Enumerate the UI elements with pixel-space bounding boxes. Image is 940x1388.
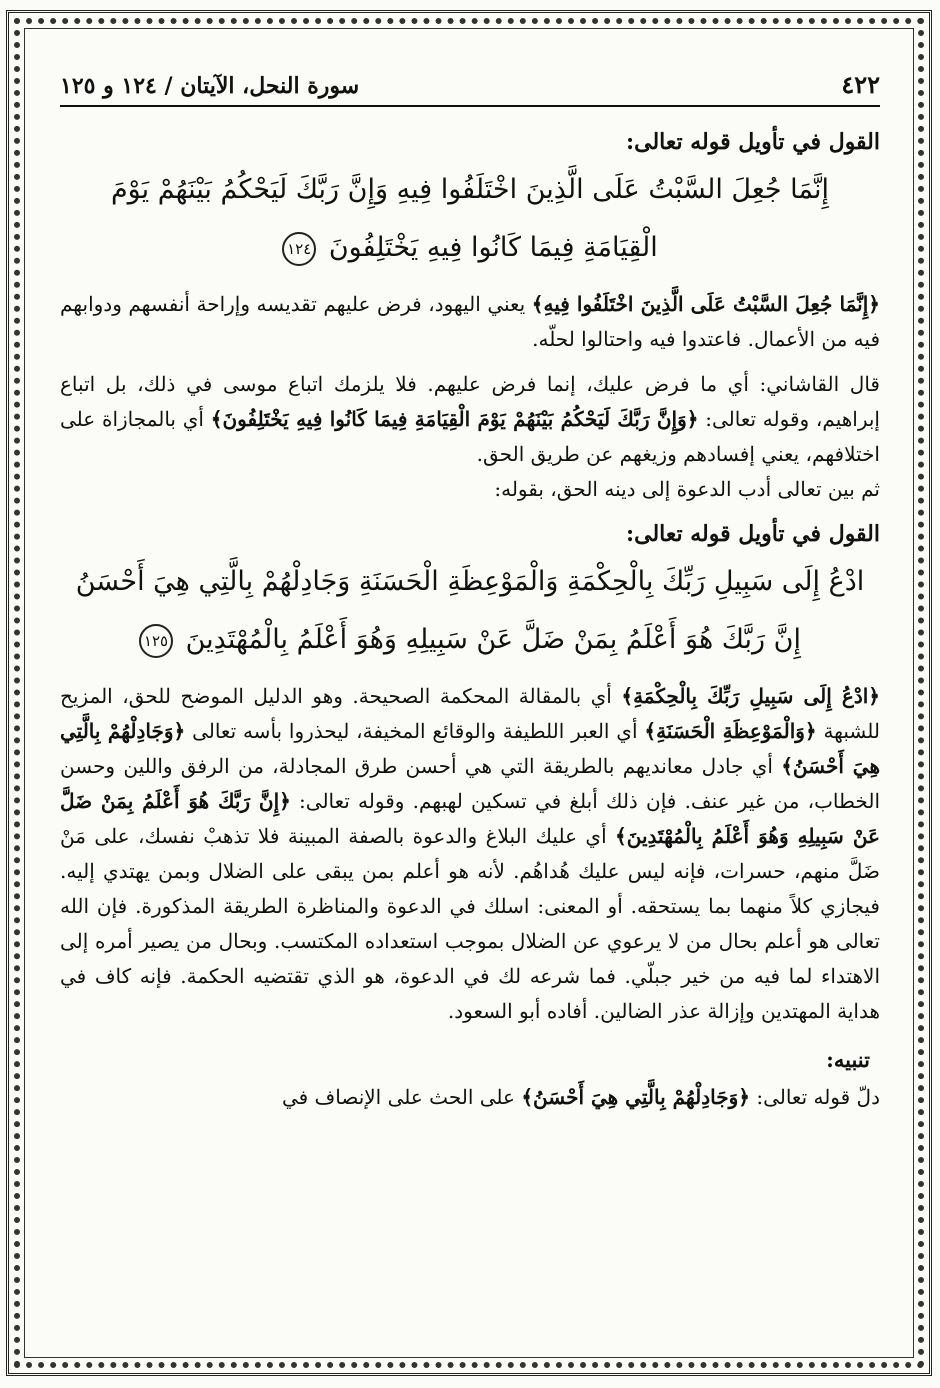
text-4: أي بالمقالة المحكمة الصحيحة. وهو الدليل الموضح للحق، المزيح للشبهة: [60, 684, 880, 743]
page-number: ٤٢٢: [841, 70, 880, 99]
text-7: أي عليك البلاغ والدعوة بالصفة المبينة فلا تذهبْ نفسك، على مَنْ ضَلَّ منهم، حسرات، فإنه ليس عليك هُداهُم. لأنه هو أعلم بمن يبقى على الضلال وبمن يهتدي إليه. فيجازي كلاً منهما بما يستحقه. أو المعنى: اسلك في الدعوة والمناظرة الطريقة المذكورة. فإن الله تعالى هو أعلم بحال من لا يرعوي عن الضلال بموجب استعداده المكتسب. وبحال من يصير أمره إلى الاهتداء لما فيه من خير جبلّي. فما شرعه لك في الدعوة، هو الذي تقتضيه الحكمة. فإنه كاف في هداية المهتدين وإزالة عذر الضالين. أفاده أبو السعود.: [60, 824, 881, 1023]
section-heading-2: القول في تأويل قوله تعالى:: [626, 521, 880, 547]
verse-125-line1: ادْعُ إِلَى سَبِيلِ رَبِّكَ بِالْحِكْمَةِ وَالْمَوْعِظَةِ الْحَسَنَةِ وَجَادِلْهُمْ بِالَّتِي هِيَ أَحْسَنُ: [75, 566, 865, 597]
note-text-a: دلّ قوله تعالى:: [749, 1085, 880, 1109]
text-5: أي العبر اللطيفة والوقائع المخيفة، ليحذروا بأسه تعالى: [185, 719, 645, 743]
text-2b: أي بالمجازاة على اختلافهم، يعني إفسادهم وزيغهم عن طريق الحق.: [60, 407, 880, 466]
surah-info: سورة النحل، الآيتان / ١٢٤ و ١٢٥: [60, 73, 360, 99]
commentary-paragraph-3: [60, 679, 880, 1029]
verse-124-line2: [60, 219, 880, 277]
commentary-paragraph-1: [60, 287, 880, 357]
verse-124-line2-text: الْقِيَامَةِ فِيمَا كَانُوا فِيهِ يَخْتَلِفُونَ: [328, 232, 658, 263]
verse-125: [60, 553, 880, 669]
quote-4: ﴿وَالْمَوْعِظَةِ الْحَسَنَةِ﴾: [644, 719, 817, 743]
note-text-b: على الحث على الإنصاف في: [281, 1085, 522, 1109]
quote-1: ﴿إِنَّمَا جُعِلَ السَّبْتُ عَلَى الَّذِينَ اخْتَلَفُوا فِيهِ﴾: [531, 292, 880, 316]
section-heading-1: القول في تأويل قوله تعالى:: [626, 129, 880, 155]
quote-3: ﴿ادْعُ إِلَى سَبِيلِ رَبِّكَ بِالْحِكْمَةِ﴾: [621, 684, 880, 708]
text-2a: قال القاشاني: أي ما فرض عليك، إنما فرض عليهم. فلا يلزمك اتباع موسى في ذلك، بل اتباع إبراهيم، وقوله تعالى:: [60, 372, 880, 431]
running-header: [60, 70, 880, 107]
verse-125-line2: [60, 611, 880, 669]
note-paragraph: [60, 1080, 880, 1115]
quote-5: ﴿وَجَادِلْهُمْ بِالَّتِي هِيَ أَحْسَنُ﴾: [60, 719, 880, 778]
quote-6: ﴿إِنَّ رَبَّكَ هُوَ أَعْلَمُ بِمَنْ ضَلَّ عَنْ سَبِيلِهِ وَهُوَ أَعْلَمُ بِالْمُهْتَدِينَ﴾: [60, 789, 880, 848]
quote-2: ﴿وَإِنَّ رَبَّكَ لَيَحْكُمُ بَيْنَهُمْ يَوْمَ الْقِيَامَةِ فِيمَا كَانُوا فِيهِ يَخْتَلِفُونَ﴾: [210, 407, 699, 431]
verse-124-line1: إِنَّمَا جُعِلَ السَّبْتُ عَلَى الَّذِينَ اخْتَلَفُوا فِيهِ وَإِنَّ رَبَّكَ لَيَحْكُمُ بَيْنَهُمْ يَوْمَ: [110, 174, 830, 205]
note-heading: تنبيه:: [826, 1047, 870, 1072]
text-3: ثم بين تعالى أدب الدعوة إلى دينه الحق، بقوله:: [494, 477, 880, 501]
verse-number-125: ١٢٥: [139, 624, 173, 658]
text-1: يعني اليهود، فرض عليهم تقديسه وإراحة أنفسهم ودوابهم فيه من الأعمال. فاعتدوا فيه واحتالوا لحلّه.: [60, 292, 880, 351]
verse-124: [60, 161, 880, 277]
page-content: [60, 70, 880, 1125]
commentary-paragraph-2: [60, 367, 880, 507]
text-6: أي جادل معانديهم بالطريقة التي هي أحسن طرق المجادلة، من الرفق واللين وحسن الخطاب، من غير عنف. فإن ذلك أبلغ في تسكين لهبهم. وقوله تعالى:: [60, 754, 880, 813]
verse-number-124: ١٢٤: [282, 232, 316, 266]
note-quote: ﴿وَجَادِلْهُمْ بِالَّتِي هِيَ أَحْسَنُ﴾: [521, 1085, 750, 1109]
verse-125-line2-text: إِنَّ رَبَّكَ هُوَ أَعْلَمُ بِمَنْ ضَلَّ عَنْ سَبِيلِهِ وَهُوَ أَعْلَمُ بِالْمُهْتَدِينَ: [185, 624, 801, 655]
